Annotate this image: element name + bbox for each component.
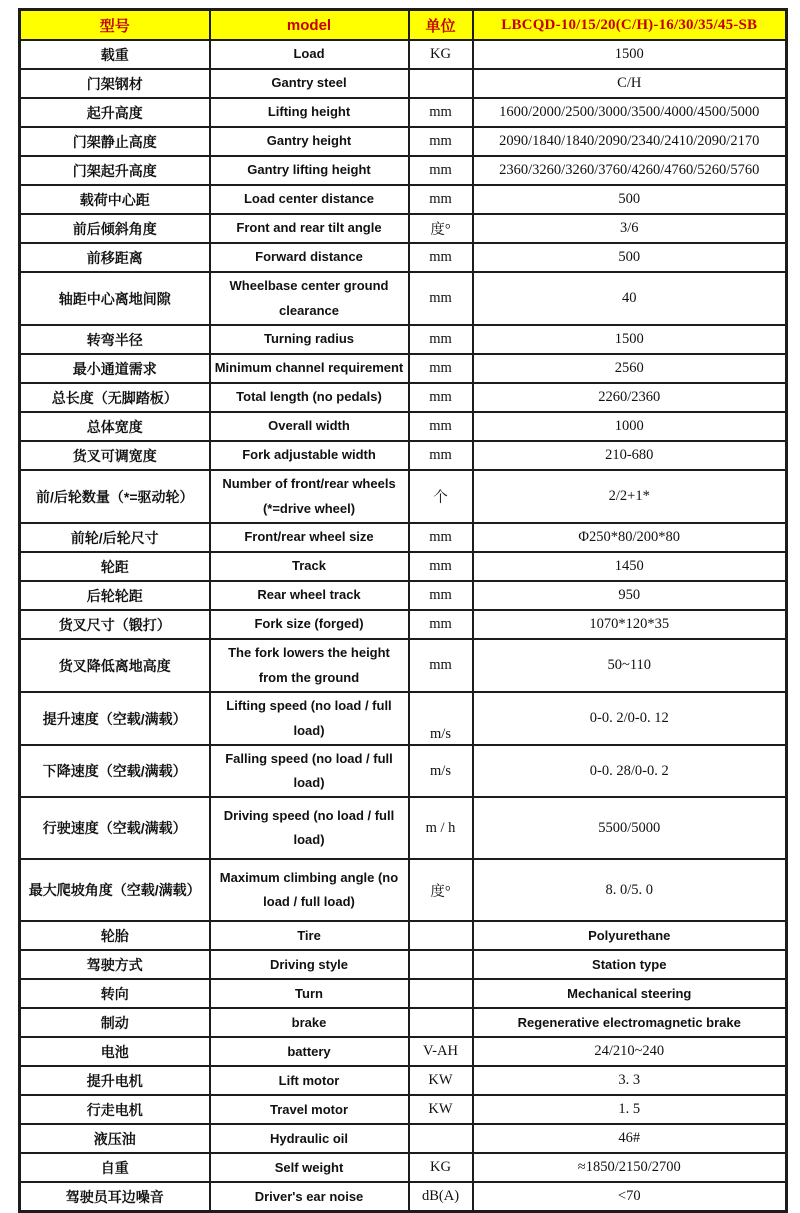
spec-label-cn: 驾驶员耳边噪音 <box>20 1182 210 1212</box>
spec-unit <box>409 1008 473 1037</box>
table-row <box>20 1066 787 1095</box>
spec-label-cn: 提升电机 <box>20 1066 210 1095</box>
spec-unit: mm <box>409 156 473 185</box>
spec-label-cn: 行走电机 <box>20 1095 210 1124</box>
spec-label-cn: 总体宽度 <box>20 412 210 441</box>
spec-label-cn: 驾驶方式 <box>20 950 210 979</box>
table-row <box>20 383 787 412</box>
table-row <box>20 156 787 185</box>
header-model-cn: 型号 <box>20 10 210 41</box>
header-model-en: model <box>210 10 409 41</box>
spec-value: 1600/2000/2500/3000/3500/4000/4500/5000 <box>473 98 787 127</box>
table-row <box>20 523 787 552</box>
spec-value: 1450 <box>473 552 787 581</box>
spec-unit: mm <box>409 383 473 412</box>
spec-label-en: Fork adjustable width <box>210 441 409 470</box>
spec-label-en: Gantry lifting height <box>210 156 409 185</box>
spec-label-en: Driving speed (no load / full load) <box>210 797 409 859</box>
spec-label-cn: 前后倾斜角度 <box>20 214 210 243</box>
spec-value: 500 <box>473 243 787 272</box>
table-row <box>20 1037 787 1066</box>
spec-label-en: Total length (no pedals) <box>210 383 409 412</box>
spec-label-en: Minimum channel requirement <box>210 354 409 383</box>
spec-value: C/H <box>473 69 787 98</box>
spec-unit: mm <box>409 552 473 581</box>
spec-value: 1070*120*35 <box>473 610 787 639</box>
spec-unit: mm <box>409 581 473 610</box>
spec-unit: mm <box>409 523 473 552</box>
spec-label-en: Hydraulic oil <box>210 1124 409 1153</box>
spec-label-en: battery <box>210 1037 409 1066</box>
spec-value: 2260/2360 <box>473 383 787 412</box>
spec-label-cn: 转弯半径 <box>20 325 210 354</box>
spec-unit <box>409 69 473 98</box>
spec-unit: 个 <box>409 470 473 523</box>
table-row <box>20 797 787 859</box>
spec-label-cn: 自重 <box>20 1153 210 1182</box>
spec-label-cn: 最大爬坡角度（空载/满载） <box>20 859 210 921</box>
spec-value: 2090/1840/1840/2090/2340/2410/2090/2170 <box>473 127 787 156</box>
table-row <box>20 214 787 243</box>
spec-value: 1500 <box>473 325 787 354</box>
spec-label-en: Self weight <box>210 1153 409 1182</box>
spec-label-cn: 货叉尺寸（锻打） <box>20 610 210 639</box>
spec-value: Φ250*80/200*80 <box>473 523 787 552</box>
spec-unit: mm <box>409 639 473 692</box>
spec-label-cn: 下降速度（空载/满载） <box>20 745 210 797</box>
table-row <box>20 40 787 69</box>
spec-unit <box>409 1124 473 1153</box>
spec-label-cn: 货叉降低离地高度 <box>20 639 210 692</box>
spec-unit: mm <box>409 98 473 127</box>
spec-unit: mm <box>409 354 473 383</box>
spec-value: 3/6 <box>473 214 787 243</box>
spec-value: 950 <box>473 581 787 610</box>
spec-label-en: Turning radius <box>210 325 409 354</box>
spec-value: 0-0. 28/0-0. 2 <box>473 745 787 797</box>
spec-value: Regenerative electromagnetic brake <box>473 1008 787 1037</box>
spec-unit: KG <box>409 1153 473 1182</box>
spec-value: 24/210~240 <box>473 1037 787 1066</box>
spec-label-en: Maximum climbing angle (no load / full load) <box>210 859 409 921</box>
spec-value: 2360/3260/3260/3760/4260/4760/5260/5760 <box>473 156 787 185</box>
spec-label-en: brake <box>210 1008 409 1037</box>
spec-value: 2560 <box>473 354 787 383</box>
table-row <box>20 98 787 127</box>
table-row <box>20 745 787 797</box>
spec-value: 8. 0/5. 0 <box>473 859 787 921</box>
header-unit: 单位 <box>409 10 473 41</box>
spec-label-en: Number of front/rear wheels (*=drive wheel) <box>210 470 409 523</box>
spec-value: 2/2+1* <box>473 470 787 523</box>
table-row <box>20 354 787 383</box>
spec-label-en: Turn <box>210 979 409 1008</box>
table-header-row <box>20 10 787 41</box>
table-row <box>20 412 787 441</box>
spec-unit: mm <box>409 243 473 272</box>
spec-label-cn: 轮胎 <box>20 921 210 950</box>
spec-label-en: Lifting speed (no load / full load) <box>210 692 409 745</box>
table-row <box>20 1124 787 1153</box>
spec-unit: mm <box>409 412 473 441</box>
spec-unit <box>409 921 473 950</box>
spec-value: 500 <box>473 185 787 214</box>
spec-label-en: Travel motor <box>210 1095 409 1124</box>
table-row <box>20 1182 787 1212</box>
spec-label-cn: 轮距 <box>20 552 210 581</box>
spec-unit: mm <box>409 441 473 470</box>
spec-label-cn: 载重 <box>20 40 210 69</box>
spec-label-en: Load center distance <box>210 185 409 214</box>
spec-label-en: The fork lowers the height from the ground <box>210 639 409 692</box>
spec-value: Station type <box>473 950 787 979</box>
table-row <box>20 950 787 979</box>
spec-label-cn: 后轮轮距 <box>20 581 210 610</box>
header-model-number: LBCQD-10/15/20(C/H)-16/30/35/45-SB <box>473 10 787 41</box>
spec-value: 50~110 <box>473 639 787 692</box>
spec-value: Mechanical steering <box>473 979 787 1008</box>
spec-label-en: Falling speed (no load / full load) <box>210 745 409 797</box>
spec-label-en: Driver's ear noise <box>210 1182 409 1212</box>
table-row <box>20 325 787 354</box>
spec-label-en: Overall width <box>210 412 409 441</box>
spec-unit: m/s <box>409 692 473 745</box>
spec-unit: V-AH <box>409 1037 473 1066</box>
table-row <box>20 470 787 523</box>
spec-unit: 度° <box>409 859 473 921</box>
spec-label-cn: 门架静止高度 <box>20 127 210 156</box>
spec-label-en: Lift motor <box>210 1066 409 1095</box>
spec-label-en: Gantry height <box>210 127 409 156</box>
spec-label-cn: 前/后轮数量（*=驱动轮） <box>20 470 210 523</box>
spec-label-cn: 起升高度 <box>20 98 210 127</box>
table-row <box>20 859 787 921</box>
spec-unit: mm <box>409 610 473 639</box>
spec-value: 46# <box>473 1124 787 1153</box>
spec-value: Polyurethane <box>473 921 787 950</box>
spec-unit: mm <box>409 325 473 354</box>
spec-unit: mm <box>409 272 473 325</box>
spec-label-cn: 载荷中心距 <box>20 185 210 214</box>
spec-label-cn: 轴距中心离地间隙 <box>20 272 210 325</box>
spec-unit: KG <box>409 40 473 69</box>
table-row <box>20 639 787 692</box>
spec-label-cn: 总长度（无脚踏板） <box>20 383 210 412</box>
spec-value: 1000 <box>473 412 787 441</box>
table-row <box>20 581 787 610</box>
spec-label-en: Rear wheel track <box>210 581 409 610</box>
spec-value: ≈1850/2150/2700 <box>473 1153 787 1182</box>
spec-label-cn: 最小通道需求 <box>20 354 210 383</box>
spec-unit: m/s <box>409 745 473 797</box>
spec-label-en: Track <box>210 552 409 581</box>
spec-unit: mm <box>409 185 473 214</box>
spec-value: 1500 <box>473 40 787 69</box>
spec-unit <box>409 950 473 979</box>
spec-unit <box>409 979 473 1008</box>
spec-label-cn: 行驶速度（空载/满载） <box>20 797 210 859</box>
spec-label-cn: 前移距离 <box>20 243 210 272</box>
spec-label-en: Forward distance <box>210 243 409 272</box>
spec-label-en: Front/rear wheel size <box>210 523 409 552</box>
spec-table <box>18 8 788 1213</box>
spec-label-cn: 门架钢材 <box>20 69 210 98</box>
table-row <box>20 1008 787 1037</box>
table-row <box>20 243 787 272</box>
spec-label-en: Fork size (forged) <box>210 610 409 639</box>
table-row <box>20 692 787 745</box>
spec-label-en: Load <box>210 40 409 69</box>
spec-value: 0-0. 2/0-0. 12 <box>473 692 787 745</box>
spec-unit: KW <box>409 1095 473 1124</box>
table-row <box>20 1095 787 1124</box>
spec-label-cn: 制动 <box>20 1008 210 1037</box>
spec-unit: mm <box>409 127 473 156</box>
spec-value: 5500/5000 <box>473 797 787 859</box>
spec-label-cn: 转向 <box>20 979 210 1008</box>
spec-label-en: Tire <box>210 921 409 950</box>
spec-unit: m / h <box>409 797 473 859</box>
table-row <box>20 610 787 639</box>
table-row <box>20 272 787 325</box>
spec-unit: dB(A) <box>409 1182 473 1212</box>
spec-value: 1. 5 <box>473 1095 787 1124</box>
spec-value: 3. 3 <box>473 1066 787 1095</box>
table-row <box>20 69 787 98</box>
spec-unit: KW <box>409 1066 473 1095</box>
spec-value: 40 <box>473 272 787 325</box>
table-row <box>20 552 787 581</box>
spec-label-cn: 提升速度（空载/满载） <box>20 692 210 745</box>
spec-label-cn: 前轮/后轮尺寸 <box>20 523 210 552</box>
table-row <box>20 1153 787 1182</box>
spec-label-en: Wheelbase center ground clearance <box>210 272 409 325</box>
spec-label-cn: 门架起升高度 <box>20 156 210 185</box>
spec-label-en: Driving style <box>210 950 409 979</box>
table-row <box>20 441 787 470</box>
spec-label-en: Lifting height <box>210 98 409 127</box>
spec-value: 210-680 <box>473 441 787 470</box>
table-row <box>20 921 787 950</box>
table-row <box>20 979 787 1008</box>
spec-table-body <box>20 40 787 1212</box>
spec-label-cn: 液压油 <box>20 1124 210 1153</box>
spec-label-en: Front and rear tilt angle <box>210 214 409 243</box>
table-row <box>20 185 787 214</box>
spec-unit: 度° <box>409 214 473 243</box>
spec-value: <70 <box>473 1182 787 1212</box>
table-row <box>20 127 787 156</box>
spec-label-cn: 电池 <box>20 1037 210 1066</box>
spec-label-en: Gantry steel <box>210 69 409 98</box>
spec-label-cn: 货叉可调宽度 <box>20 441 210 470</box>
